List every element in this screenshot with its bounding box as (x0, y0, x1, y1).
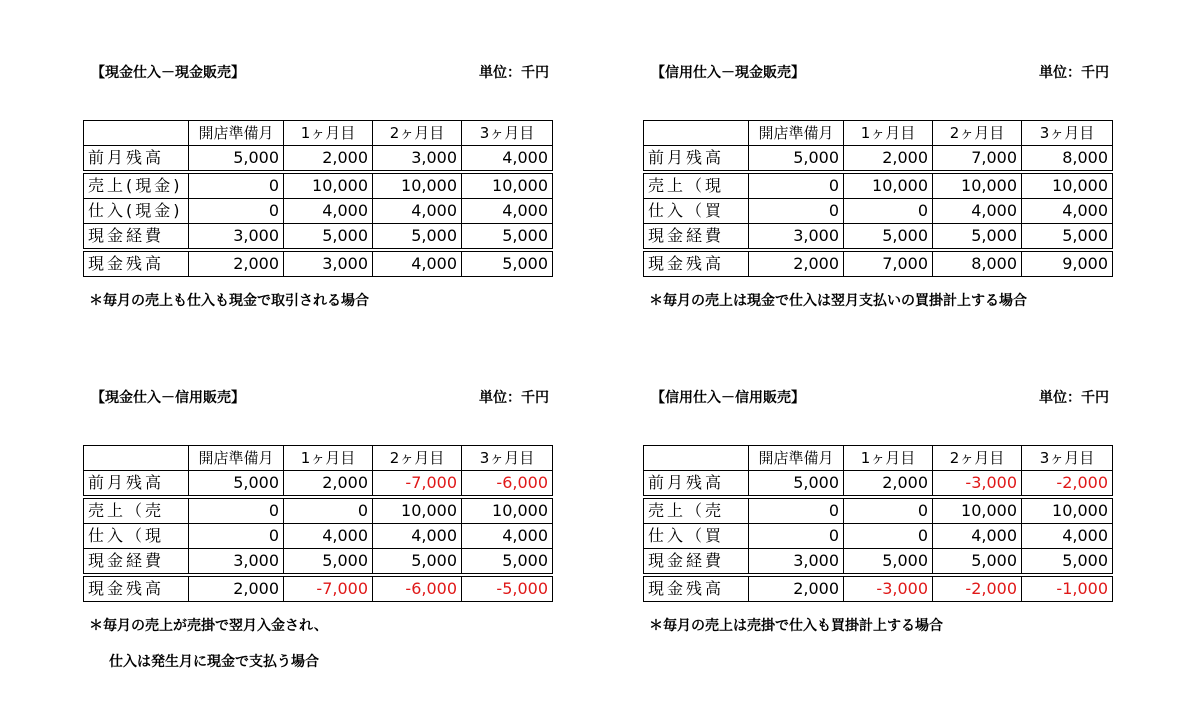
value-cell: 0 (844, 199, 933, 224)
value-cell: 0 (749, 524, 844, 549)
table-row (84, 224, 553, 251)
header-cell: 2ヶ月目 (373, 121, 462, 146)
value-cell: 3,000 (189, 549, 284, 576)
cashflow-table (83, 120, 553, 277)
header-cell: 2ヶ月目 (933, 121, 1022, 146)
value-cell: 10,000 (373, 497, 462, 524)
value-cell: 0 (844, 524, 933, 549)
row-label: 前月残高 (84, 471, 189, 498)
panel-title: 【現金仕入－現金販売】 (91, 65, 245, 81)
value-cell: 2,000 (749, 250, 844, 277)
header-cell: 3ヶ月目 (1022, 446, 1113, 471)
cashflow-table (83, 445, 553, 602)
row-label: 売上（売 (84, 497, 189, 524)
header-row (644, 446, 1113, 471)
value-cell: 4,000 (373, 250, 462, 277)
value-cell: 10,000 (933, 172, 1022, 199)
row-label: 売上(現金) (84, 172, 189, 199)
value-cell: 5,000 (462, 224, 553, 251)
value-cell: 4,000 (373, 199, 462, 224)
panel-credit-purchase-credit-sales (643, 383, 1119, 683)
value-cell: 3,000 (189, 224, 284, 251)
value-cell: 0 (189, 172, 284, 199)
value-cell: 5,000 (749, 471, 844, 498)
panel-cash-purchase-credit-sales (83, 383, 559, 683)
value-cell: -6,000 (373, 575, 462, 602)
value-cell: 3,000 (749, 224, 844, 251)
value-cell: 4,000 (462, 524, 553, 549)
header-cell: 1ヶ月目 (284, 121, 373, 146)
panel-title: 【信用仕入－信用販売】 (651, 390, 805, 406)
table-row (644, 224, 1113, 251)
header-corner-cell (84, 446, 189, 471)
value-cell: 2,000 (284, 146, 373, 173)
table-row (644, 497, 1113, 524)
value-cell: 7,000 (933, 146, 1022, 173)
value-cell: 3,000 (284, 250, 373, 277)
table-row (644, 524, 1113, 549)
row-label: 前月残高 (644, 146, 749, 173)
row-label: 現金残高 (644, 575, 749, 602)
value-cell: 5,000 (284, 224, 373, 251)
table-row (84, 199, 553, 224)
cashflow-table (643, 445, 1113, 602)
panel-title: 【現金仕入－信用販売】 (91, 390, 245, 406)
value-cell: -3,000 (933, 471, 1022, 498)
value-cell: -2,000 (1022, 471, 1113, 498)
table-row (644, 575, 1113, 602)
value-cell: 5,000 (1022, 549, 1113, 576)
table-row (84, 250, 553, 277)
value-cell: 3,000 (373, 146, 462, 173)
value-cell: 10,000 (284, 172, 373, 199)
value-cell: 10,000 (462, 172, 553, 199)
row-label: 仕入（買 (644, 524, 749, 549)
header-cell: 1ヶ月目 (284, 446, 373, 471)
value-cell: 10,000 (462, 497, 553, 524)
panel-title: 【信用仕入－現金販売】 (651, 65, 805, 81)
value-cell: 0 (844, 497, 933, 524)
table-row (644, 250, 1113, 277)
value-cell: 0 (749, 497, 844, 524)
note-line-1: ＊毎月の売上は売掛で仕入も買掛計上する場合 (649, 618, 943, 634)
table-row (84, 549, 553, 576)
header-cell: 3ヶ月目 (1022, 121, 1113, 146)
table-row (644, 172, 1113, 199)
value-cell: 5,000 (284, 549, 373, 576)
row-label: 前月残高 (644, 471, 749, 498)
row-label: 現金経費 (644, 224, 749, 251)
note-line-1: ＊毎月の売上も仕入も現金で取引される場合 (89, 293, 369, 309)
value-cell: -3,000 (844, 575, 933, 602)
value-cell: 8,000 (1022, 146, 1113, 173)
table-row (84, 497, 553, 524)
header-cell: 3ヶ月目 (462, 446, 553, 471)
value-cell: 0 (189, 497, 284, 524)
header-cell: 開店準備月 (749, 121, 844, 146)
value-cell: 10,000 (1022, 497, 1113, 524)
row-label: 売上（売 (644, 497, 749, 524)
value-cell: 7,000 (844, 250, 933, 277)
header-cell: 開店準備月 (749, 446, 844, 471)
value-cell: 10,000 (373, 172, 462, 199)
value-cell: 4,000 (462, 199, 553, 224)
panel-credit-purchase-cash-sales (643, 58, 1119, 358)
value-cell: 5,000 (462, 250, 553, 277)
value-cell: 4,000 (1022, 199, 1113, 224)
header-corner-cell (644, 446, 749, 471)
value-cell: -5,000 (462, 575, 553, 602)
value-cell: 5,000 (933, 549, 1022, 576)
header-cell: 1ヶ月目 (844, 121, 933, 146)
header-cell: 2ヶ月目 (373, 446, 462, 471)
value-cell: 2,000 (189, 575, 284, 602)
value-cell: 5,000 (373, 224, 462, 251)
row-label: 現金経費 (644, 549, 749, 576)
header-corner-cell (84, 121, 189, 146)
table-row (644, 199, 1113, 224)
header-corner-cell (644, 121, 749, 146)
value-cell: 5,000 (462, 549, 553, 576)
row-label: 現金経費 (84, 549, 189, 576)
value-cell: 5,000 (189, 146, 284, 173)
value-cell: -2,000 (933, 575, 1022, 602)
header-cell: 1ヶ月目 (844, 446, 933, 471)
table-row (644, 471, 1113, 498)
value-cell: 8,000 (933, 250, 1022, 277)
value-cell: 4,000 (933, 524, 1022, 549)
value-cell: 2,000 (844, 471, 933, 498)
value-cell: -7,000 (284, 575, 373, 602)
unit-label: 単位：千円 (1039, 390, 1109, 406)
panel-cash-purchase-cash-sales (83, 58, 559, 358)
value-cell: 5,000 (749, 146, 844, 173)
header-cell: 開店準備月 (189, 446, 284, 471)
row-label: 売上（現 (644, 172, 749, 199)
row-label: 現金残高 (644, 250, 749, 277)
value-cell: 0 (284, 497, 373, 524)
value-cell: 4,000 (933, 199, 1022, 224)
value-cell: 5,000 (933, 224, 1022, 251)
value-cell: 2,000 (284, 471, 373, 498)
value-cell: 10,000 (1022, 172, 1113, 199)
value-cell: -7,000 (373, 471, 462, 498)
row-label: 前月残高 (84, 146, 189, 173)
value-cell: 0 (189, 199, 284, 224)
table-row (84, 471, 553, 498)
value-cell: 10,000 (933, 497, 1022, 524)
row-label: 仕入（買 (644, 199, 749, 224)
value-cell: 3,000 (749, 549, 844, 576)
header-cell: 2ヶ月目 (933, 446, 1022, 471)
header-cell: 開店準備月 (189, 121, 284, 146)
row-label: 現金残高 (84, 575, 189, 602)
value-cell: 2,000 (844, 146, 933, 173)
row-label: 現金経費 (84, 224, 189, 251)
table-row (84, 172, 553, 199)
value-cell: 4,000 (462, 146, 553, 173)
header-row (84, 446, 553, 471)
value-cell: 2,000 (189, 250, 284, 277)
value-cell: 4,000 (284, 524, 373, 549)
value-cell: 0 (749, 172, 844, 199)
header-row (644, 121, 1113, 146)
value-cell: 0 (189, 524, 284, 549)
unit-label: 単位：千円 (479, 390, 549, 406)
row-label: 仕入(現金) (84, 199, 189, 224)
value-cell: 5,000 (844, 549, 933, 576)
value-cell: 5,000 (373, 549, 462, 576)
table-row (84, 146, 553, 173)
note-line-2: 仕入は発生月に現金で支払う場合 (109, 654, 319, 670)
value-cell: 2,000 (749, 575, 844, 602)
table-row (84, 524, 553, 549)
value-cell: 10,000 (844, 172, 933, 199)
value-cell: 4,000 (284, 199, 373, 224)
row-label: 仕入（現 (84, 524, 189, 549)
header-row (84, 121, 553, 146)
unit-label: 単位：千円 (1039, 65, 1109, 81)
value-cell: -1,000 (1022, 575, 1113, 602)
value-cell: 5,000 (844, 224, 933, 251)
value-cell: 4,000 (373, 524, 462, 549)
value-cell: 4,000 (1022, 524, 1113, 549)
value-cell: 9,000 (1022, 250, 1113, 277)
row-label: 現金残高 (84, 250, 189, 277)
note-line-1: ＊毎月の売上は現金で仕入は翌月支払いの買掛計上する場合 (649, 293, 1027, 309)
value-cell: 5,000 (189, 471, 284, 498)
table-row (84, 575, 553, 602)
table-row (644, 146, 1113, 173)
value-cell: -6,000 (462, 471, 553, 498)
header-cell: 3ヶ月目 (462, 121, 553, 146)
table-row (644, 549, 1113, 576)
value-cell: 0 (749, 199, 844, 224)
unit-label: 単位：千円 (479, 65, 549, 81)
note-line-1: ＊毎月の売上が売掛で翌月入金され、 (89, 618, 328, 634)
value-cell: 5,000 (1022, 224, 1113, 251)
cashflow-table (643, 120, 1113, 277)
